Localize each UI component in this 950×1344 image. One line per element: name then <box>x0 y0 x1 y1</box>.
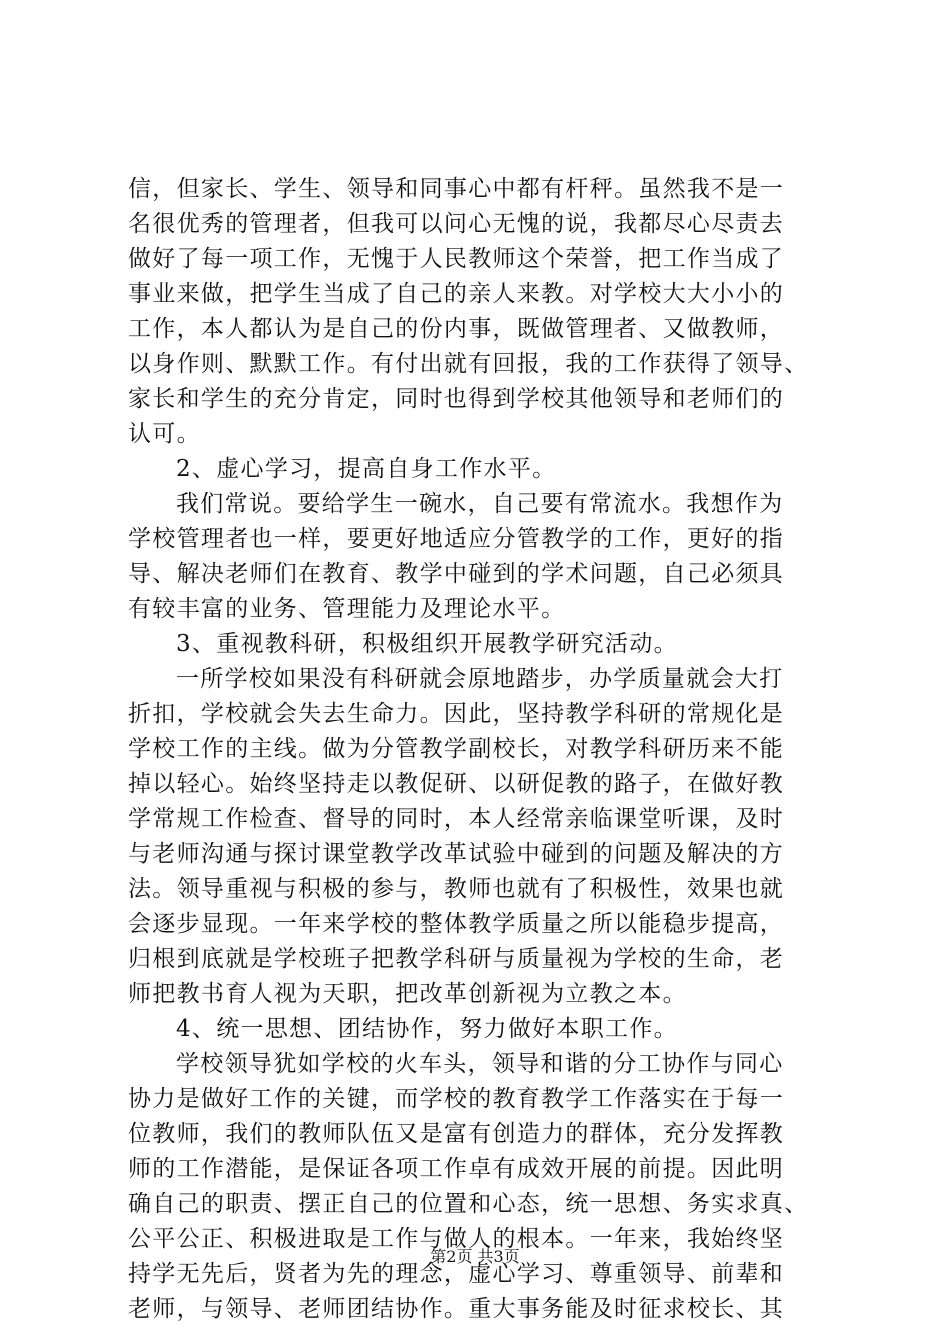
section-heading: 4、统一思想、团结协作，努力做好本职工作。 <box>176 1016 678 1042</box>
text-line: 归根到底就是学校班子把教学科研与质量视为学校的生命，老 <box>128 946 785 972</box>
text-line: 法。领导重视与积极的参与，教师也就有了积极性，效果也就 <box>128 876 785 902</box>
text-line: 掉以轻心。始终坚持走以教促研、以研促教的路子，在做好教 <box>128 771 785 797</box>
text-line: 名很优秀的管理者，但我可以问心无愧的说，我都尽心尽责去 <box>128 211 785 237</box>
text-line: 协力是做好工作的关键，而学校的教育教学工作落实在于每一 <box>128 1086 785 1112</box>
section-heading: 3、重视教科研，积极组织开展教学研究活动。 <box>176 631 678 657</box>
text-line: 信，但家长、学生、领导和同事心中都有杆秤。虽然我不是一 <box>128 176 785 202</box>
text-line: 师把教书育人视为天职，把改革创新视为立教之本。 <box>128 981 687 1007</box>
text-line: 我们常说。要给学生一碗水，自己要有常流水。我想作为 <box>176 491 784 517</box>
text-line: 学常规工作检查、督导的同时，本人经常亲临课堂听课，及时 <box>128 806 785 832</box>
text-line: 认可。 <box>128 421 201 447</box>
body-text <box>128 172 834 1327</box>
text-line: 师的工作潜能，是保证各项工作卓有成效开展的前提。因此明 <box>128 1156 785 1182</box>
text-line: 一所学校如果没有科研就会原地踏步，办学质量就会大打 <box>176 666 784 692</box>
text-line: 做好了每一项工作，无愧于人民教师这个荣誉，把工作当成了 <box>128 246 785 272</box>
page-number-footer: 第2页 共3页 <box>430 1247 520 1266</box>
text-line: 位教师，我们的教师队伍又是富有创造力的群体，充分发挥教 <box>128 1121 785 1147</box>
text-line: 学校领导犹如学校的火车头，领导和谐的分工协作与同心 <box>176 1051 784 1077</box>
text-line: 学校管理者也一样，要更好地适应分管教学的工作，更好的指 <box>128 526 785 552</box>
text-line: 以身作则、默默工作。有付出就有回报，我的工作获得了领导、 <box>128 351 809 377</box>
text-line: 与老师沟通与探讨课堂教学改革试验中碰到的问题及解决的方 <box>128 841 785 867</box>
text-line: 家长和学生的充分肯定，同时也得到学校其他领导和老师们的 <box>128 386 785 412</box>
text-line: 确自己的职责、摆正自己的位置和心态，统一思想、务实求真、 <box>128 1191 809 1217</box>
text-line: 导、解决老师们在教育、教学中碰到的学术问题，自己必须具 <box>128 561 785 587</box>
text-line: 学校工作的主线。做为分管教学副校长，对教学科研历来不能 <box>128 736 785 762</box>
text-line: 事业来做，把学生当成了自己的亲人来教。对学校大大小小的 <box>128 281 785 307</box>
text-line: 公平公正、积极进取是工作与做人的根本。一年来，我始终坚 <box>128 1226 785 1252</box>
text-line: 工作，本人都认为是自己的份内事，既做管理者、又做教师， <box>128 316 785 342</box>
text-line: 折扣，学校就会失去生命力。因此，坚持教学科研的常规化是 <box>128 701 785 727</box>
text-line: 会逐步显现。一年来学校的整体教学质量之所以能稳步提高， <box>128 911 785 937</box>
text-line: 持学无先后，贤者为先的理念，虚心学习、尊重领导、前辈和 <box>128 1261 785 1287</box>
text-line: 老师，与领导、老师团结协作。重大事务能及时征求校长、其 <box>128 1296 785 1322</box>
text-line: 有较丰富的业务、管理能力及理论水平。 <box>128 596 566 622</box>
section-heading: 2、虚心学习，提高自身工作水平。 <box>176 456 557 482</box>
